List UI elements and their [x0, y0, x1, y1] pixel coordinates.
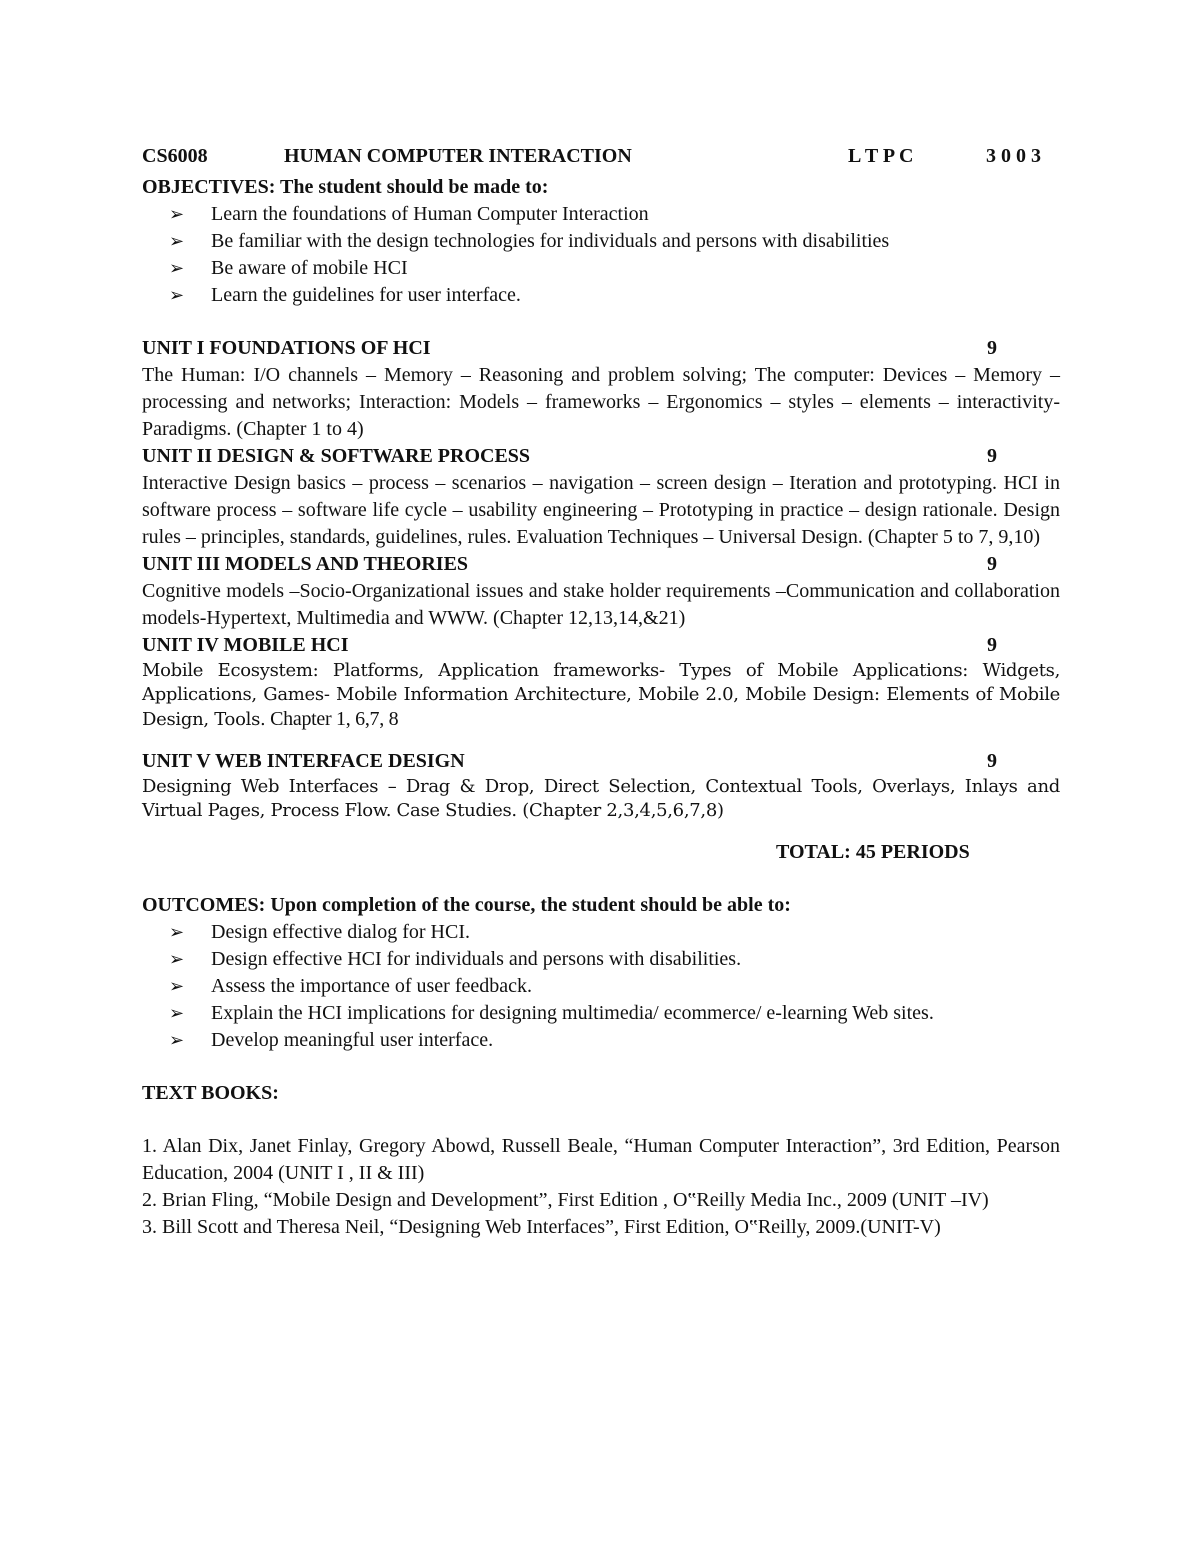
- unit-1-heading: UNIT I FOUNDATIONS OF HCI 9: [142, 335, 1060, 362]
- outcomes-list: [142, 919, 1060, 1054]
- list-item: ➢ Learn the guidelines for user interface.: [169, 282, 1060, 309]
- total-periods: TOTAL: 45 PERIODS: [776, 841, 970, 863]
- unit-4-heading: UNIT IV MOBILE HCI 9: [142, 632, 1060, 659]
- unit-4-chapters: Chapter 1, 6,7, 8: [265, 708, 399, 730]
- unit-5-heading: UNIT V WEB INTERFACE DESIGN 9: [142, 748, 1060, 775]
- textbooks-heading: TEXT BOOKS:: [142, 1082, 279, 1104]
- course-header: [142, 138, 1060, 174]
- list-item: ➢ Assess the importance of user feedback.: [169, 973, 1060, 1000]
- arrowhead-bullet-icon: ➢: [169, 922, 185, 942]
- unit-hours: 9: [987, 445, 997, 467]
- unit-3-content: Cognitive models –Socio-Organizational issues and stake holder requirements –Communication and collaboration models-Hypertext, Multimedia and WWW. (Chapter 12,13,14,&21): [142, 580, 1060, 629]
- arrowhead-bullet-icon: ➢: [169, 976, 185, 996]
- course-title: HUMAN COMPUTER INTERACTION: [284, 145, 632, 167]
- arrowhead-bullet-icon: ➢: [169, 949, 185, 969]
- arrowhead-bullet-icon: ➢: [169, 1003, 185, 1023]
- unit-hours: 9: [987, 337, 997, 359]
- list-item: ➢ Design effective dialog for HCI.: [169, 919, 1060, 946]
- list-item: ➢ Develop meaningful user interface.: [169, 1027, 1060, 1054]
- course-code: CS6008: [142, 145, 208, 167]
- outcomes-heading: OUTCOMES: Upon completion of the course, the student should be able to:: [142, 894, 791, 916]
- arrowhead-bullet-icon: ➢: [169, 258, 185, 278]
- unit-hours: 9: [987, 634, 997, 656]
- objectives-list: [142, 201, 1060, 309]
- unit-hours: 9: [987, 750, 997, 772]
- unit-1-content: The Human: I/O channels – Memory – Reasoning and problem solving; The computer: Devices – Memory – processing and networks; Interaction: Models – frameworks – Ergonomics – styles – elements – interactivity- Paradigms. (Chapter 1 to 4): [142, 364, 1060, 440]
- arrowhead-bullet-icon: ➢: [169, 285, 185, 305]
- ltpc-label: L T P C: [848, 145, 914, 167]
- list-item: ➢ Be familiar with the design technologies for individuals and persons with disabilities: [169, 228, 1060, 255]
- unit-hours: 9: [987, 553, 997, 575]
- unit-2-content: Interactive Design basics – process – scenarios – navigation – screen design – Iteration and prototyping. HCI in software process – software life cycle – usability engineering – Prototyping in practice – design rationale. Design rules – principles, standards, guidelines, rules. Evaluation Techniques – Universal Design. (Chapter 5 to 7, 9,10): [142, 472, 1060, 548]
- textbook-3: 3. Bill Scott and Theresa Neil, “Designing Web Interfaces”, First Edition, O‟Reilly, 2009.(UNIT-V): [142, 1216, 941, 1238]
- list-item: ➢ Be aware of mobile HCI: [169, 255, 1060, 282]
- unit-2-heading: UNIT II DESIGN & SOFTWARE PROCESS 9: [142, 443, 1060, 470]
- unit-4-content: Mobile Ecosystem: Platforms, Application frameworks- Types of Mobile Applications: Widgets, Applications, Games- Mobile Information Architecture, Mobile 2.0, Mobile Design: Elements of Mobile Design, Tools. Chapter 1, 6,7, 8: [142, 660, 1060, 730]
- arrowhead-bullet-icon: ➢: [169, 204, 185, 224]
- list-item: ➢ Design effective HCI for individuals and persons with disabilities.: [169, 946, 1060, 973]
- unit-5-content: Designing Web Interfaces – Drag & Drop, Direct Selection, Contextual Tools, Overlays, Inlays and Virtual Pages, Process Flow. Case Studies. (Chapter 2,3,4,5,6,7,8): [142, 776, 1060, 821]
- objectives-heading: OBJECTIVES: The student should be made to:: [142, 176, 549, 198]
- syllabus-page: [142, 138, 1060, 1241]
- list-item: ➢ Learn the foundations of Human Computer Interaction: [169, 201, 1060, 228]
- ltpc-values: 3 0 0 3: [986, 145, 1041, 167]
- arrowhead-bullet-icon: ➢: [169, 1030, 185, 1050]
- list-item: ➢ Explain the HCI implications for designing multimedia/ ecommerce/ e-learning Web sites.: [169, 1000, 1060, 1027]
- textbook-1: 1. Alan Dix, Janet Finlay, Gregory Abowd, Russell Beale, “Human Computer Interaction”, 3rd Edition, Pearson Education, 2004 (UNIT I , II & III): [142, 1135, 1060, 1184]
- unit-3-heading: UNIT III MODELS AND THEORIES 9: [142, 551, 1060, 578]
- textbook-2: 2. Brian Fling, “Mobile Design and Development”, First Edition , O‟Reilly Media Inc., 2009 (UNIT –IV): [142, 1189, 989, 1211]
- arrowhead-bullet-icon: ➢: [169, 231, 185, 251]
